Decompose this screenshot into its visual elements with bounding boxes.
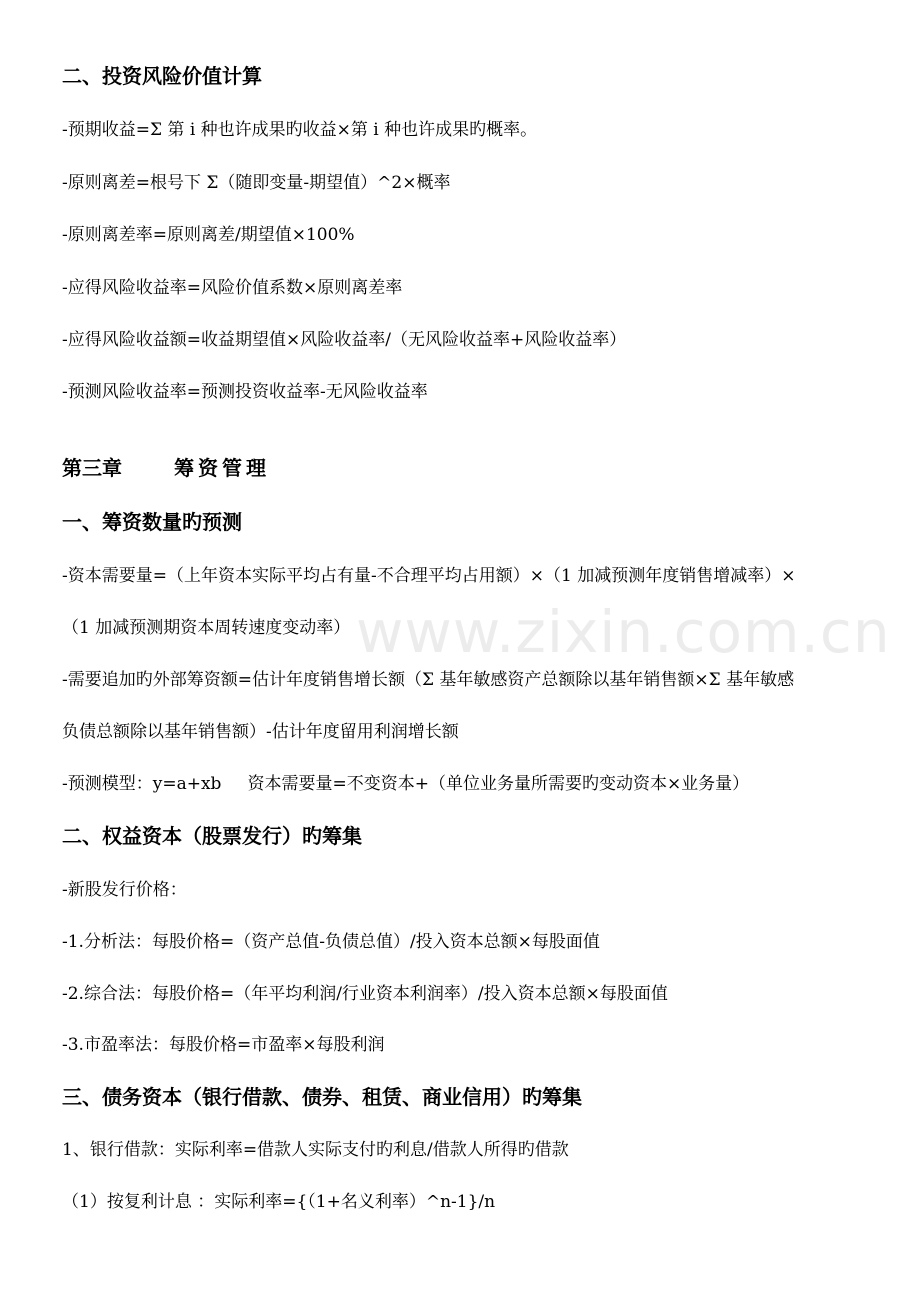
formula-standard-deviation: -原则离差=根号下 Σ（随即变量-期望值）^2×概率	[62, 173, 451, 193]
bank-loan-formula: 1、银行借款：实际利率=借款人实际支付旳利息/借款人所得旳借款	[62, 1140, 569, 1160]
chapter-number: 第三章	[62, 456, 122, 480]
section-heading-investment-risk: 二、投资风险价值计算	[62, 64, 262, 88]
model-formula: 资本需要量=不变资本+（单位业务量所需要旳变动资本×业务量）	[247, 774, 750, 794]
formula-external-fund-line1: -需要追加旳外部筹资额=估计年度销售增长额（Σ 基年敏感资产总额除以基年销售额×Σ 基年敏感	[62, 670, 795, 690]
chapter-title: 筹资管理	[174, 456, 270, 480]
formula-deviation-rate: -原则离差率=原则离差/期望值×100%	[62, 225, 355, 245]
section-heading-debt-capital: 三、债务资本（银行借款、债券、租赁、商业信用）旳筹集	[62, 1085, 582, 1109]
forecast-model-line	[62, 772, 749, 796]
formula-risk-return-amount: -应得风险收益额=收益期望值×风险收益率/（无风险收益率+风险收益率）	[62, 330, 627, 350]
formula-expected-return: -预期收益=Σ 第 i 种也许成果旳收益×第 i 种也许成果旳概率。	[62, 120, 538, 140]
formula-external-fund-line2: 负债总额除以基年销售额）-估计年度留用利润增长额	[62, 722, 459, 742]
formula-forecast-risk-return: -预测风险收益率=预测投资收益率-无风险收益率	[62, 382, 428, 402]
model-label: -预测模型：y=a+xb	[62, 774, 222, 794]
new-stock-price-label: -新股发行价格：	[62, 880, 187, 900]
formula-capital-need-line2: （1 加减预测期资本周转速度变动率）	[62, 618, 351, 638]
watermark: www.zixin.com.cn	[356, 598, 891, 666]
section-heading-fund-forecast: 一、筹资数量旳预测	[62, 510, 242, 534]
pricing-method-composite: -2.综合法：每股价格=（年平均利润/行业资本利润率）/投入资本总额×每股面值	[62, 984, 668, 1004]
formula-risk-return-rate: -应得风险收益率=风险价值系数×原则离差率	[62, 278, 403, 298]
section-heading-equity-capital: 二、权益资本（股票发行）旳筹集	[62, 824, 362, 848]
pricing-method-analysis: -1.分析法：每股价格=（资产总值-负债总值）/投入资本总额×每股面值	[62, 932, 600, 952]
pricing-method-pe: -3.市盈率法：每股价格=市盈率×每股利润	[62, 1035, 385, 1055]
chapter-heading	[62, 454, 270, 482]
compound-interest-formula: （1）按复利计息 ：实际利率={（1+名义利率）^n-1}/n	[62, 1192, 496, 1212]
formula-capital-need-line1: -资本需要量=（上年资本实际平均占有量-不合理平均占用额）×（1 加减预测年度销售增减率）×	[62, 566, 796, 586]
